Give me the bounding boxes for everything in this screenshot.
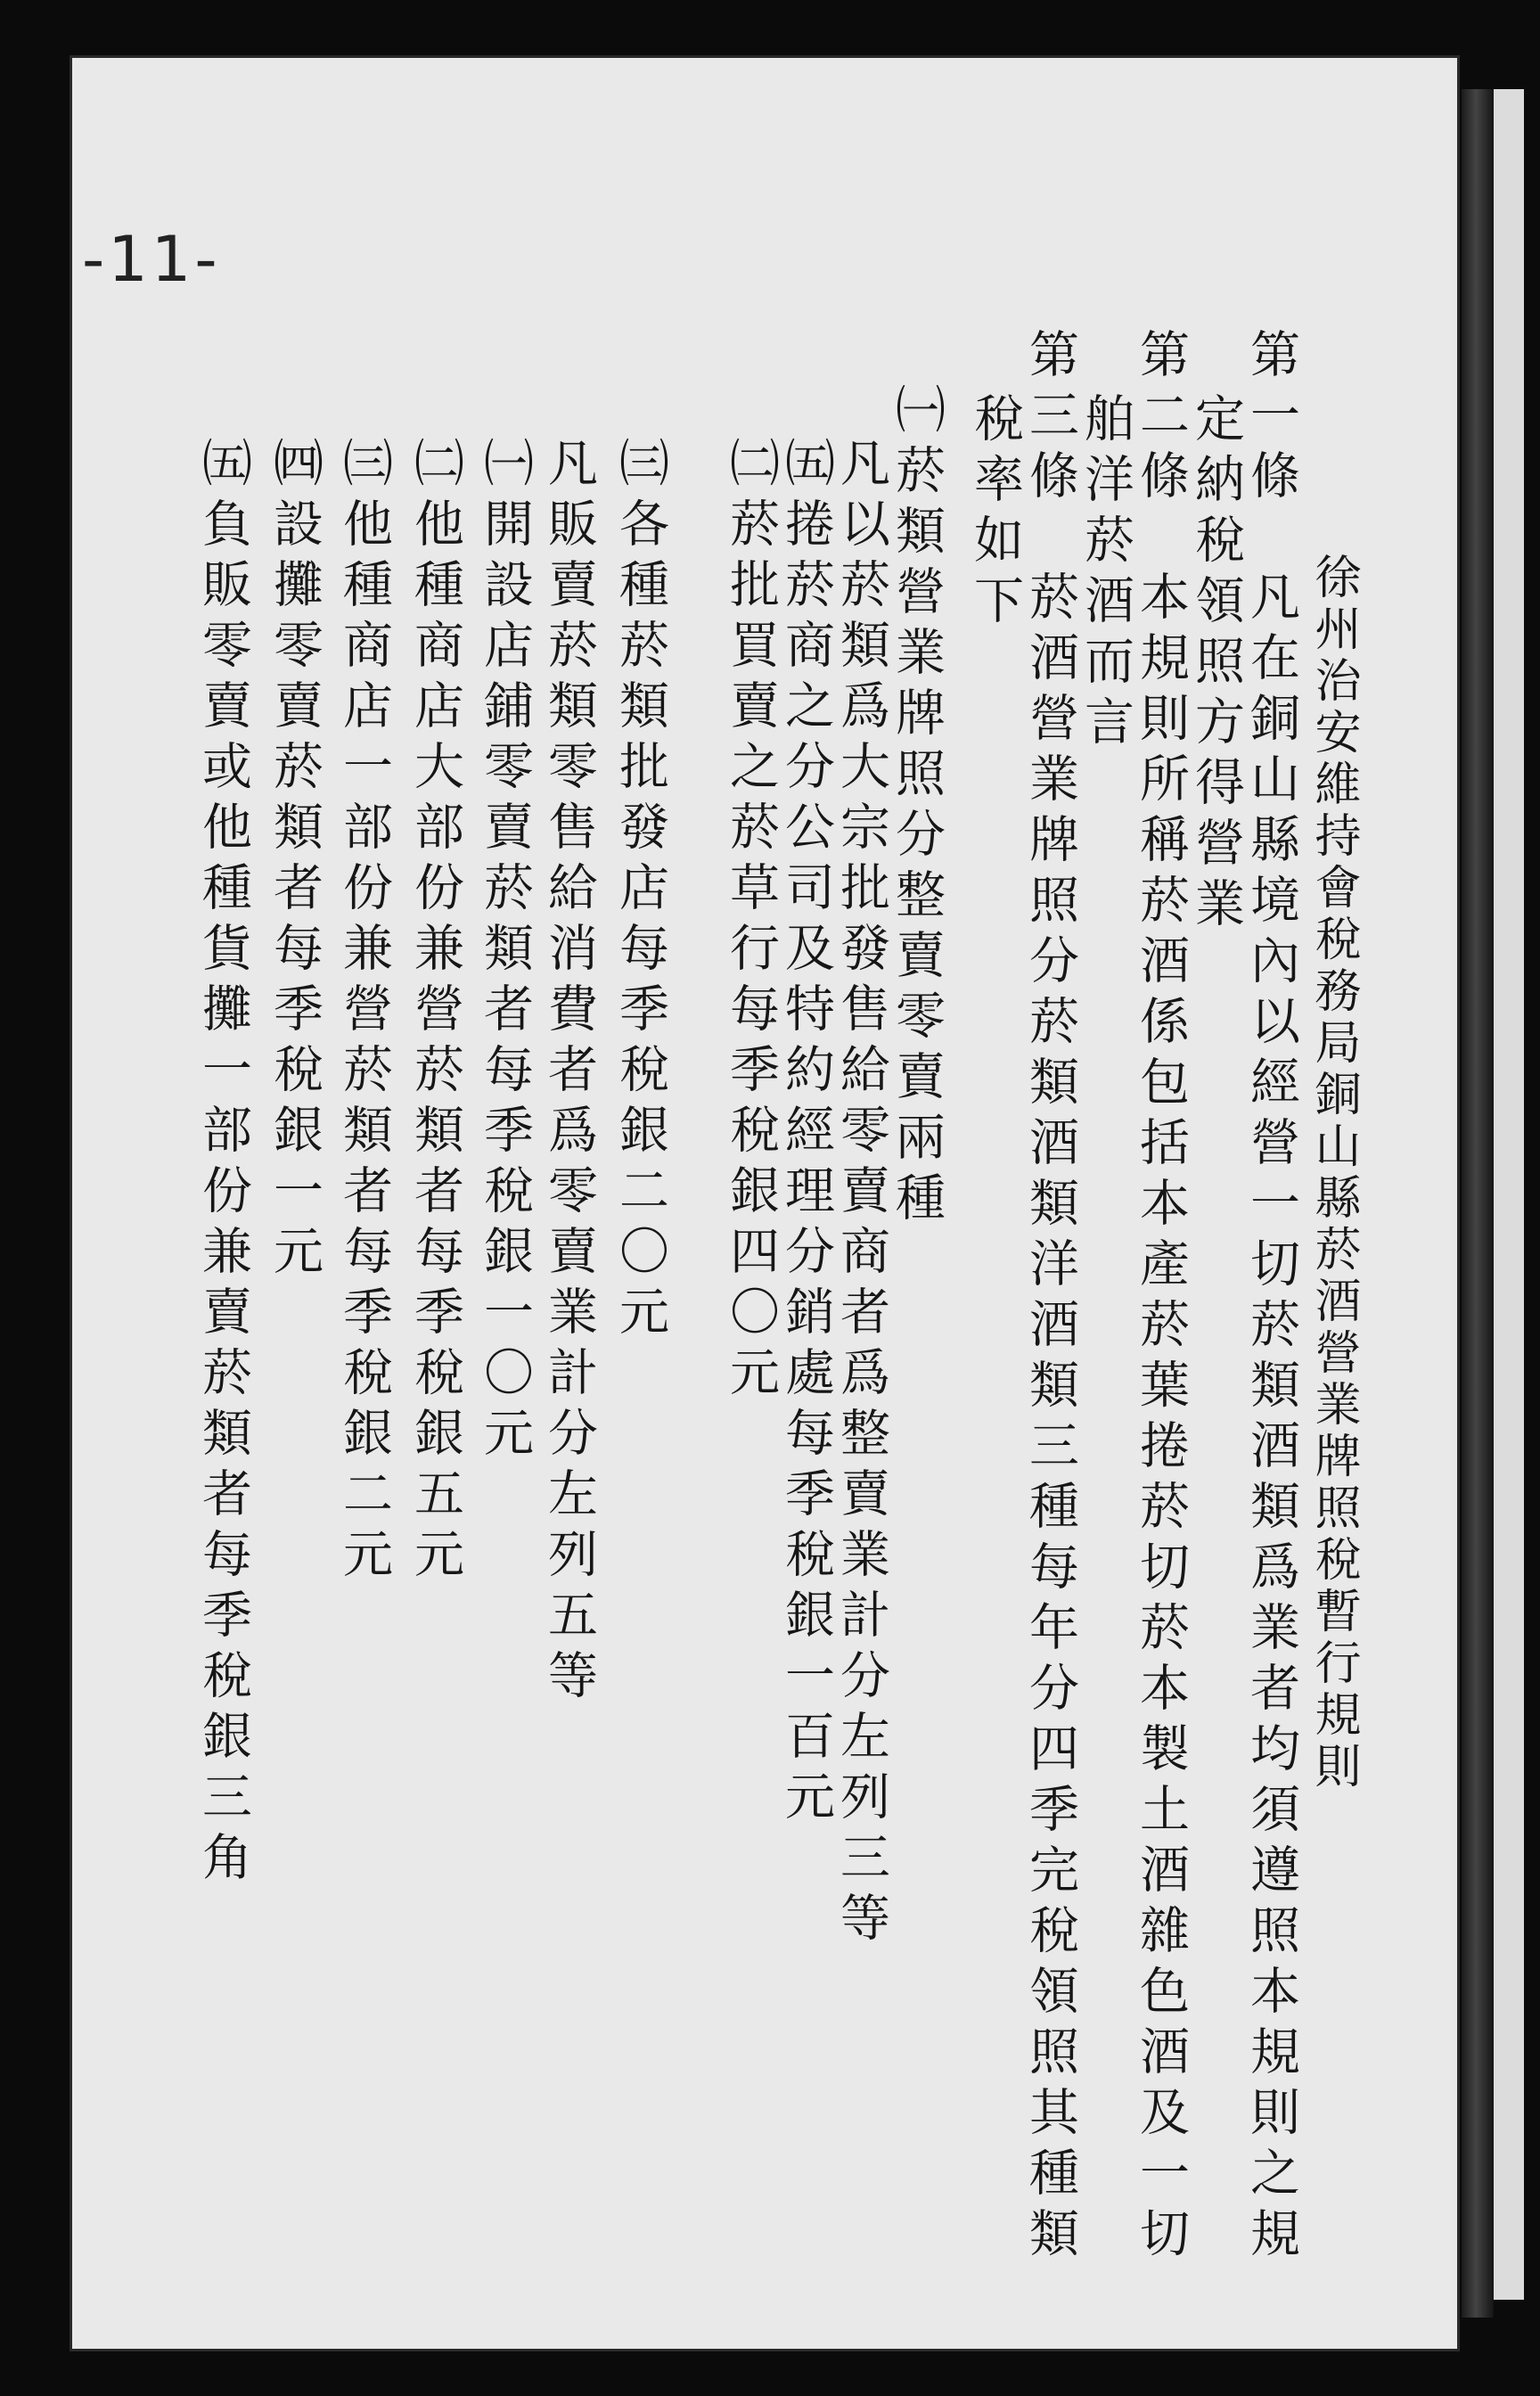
retail-intro: 凡販賣菸類零售給消費者爲零賣業計分左列五等 [540, 437, 598, 1710]
article-3-line-1: 第三條 菸酒營業牌照分菸類酒類洋酒類三種每年分四季完稅領照其種類 [1021, 328, 1079, 2268]
retail-grade-2: ㈡他種商店大部份兼營菸類者每季稅銀五元 [406, 437, 464, 1588]
wholesale-grade-1: ㈤捲菸商之分公司及特約經理分銷處每季稅銀一百元 [777, 437, 835, 1831]
retail-grade-1: ㈠開設店鋪零賣菸類者每季稅銀一〇元 [476, 437, 534, 1467]
page-number: -11- [82, 223, 221, 296]
wholesale-intro: 凡以菸類爲大宗批發售給零賣商者爲整賣業計分左列三等 [832, 437, 890, 1952]
article-1-line-2: 定納稅領照方得營業 [1187, 392, 1245, 938]
retail-grade-3: ㈢他種商店一部份兼營菸類者每季稅銀二元 [335, 437, 393, 1588]
article-2-line-2: 舶洋菸酒而言 [1077, 392, 1135, 756]
wholesale-grade-3: ㈢各種菸類批發店每季稅銀二〇元 [611, 437, 669, 1346]
article-3-line-2: 稅率如下 [966, 392, 1024, 635]
article-2-line-1: 第二條 本規則所稱菸酒係包括本產菸葉捲菸切菸本製土酒雜色酒及一切 [1132, 328, 1190, 2268]
regulation-title: 徐州治安維持會稅務局銅山縣菸酒營業牌照稅暫行規則 [1307, 553, 1360, 1793]
book-spine [1462, 89, 1494, 2318]
article-1-line-1: 第一條 凡在銅山縣境內以經營一切菸類酒類爲業者均須遵照本規則之規 [1242, 328, 1300, 2268]
wholesale-grade-2: ㈡菸批買賣之菸草行每季稅銀四〇元 [722, 437, 780, 1407]
retail-grade-4: ㈣設攤零賣菸類者每季稅銀一元 [266, 437, 324, 1285]
retail-grade-5: ㈤負販零賣或他種貨攤一部份兼賣菸類者每季稅銀三角 [194, 437, 252, 1891]
page-edge [1494, 89, 1524, 2300]
item-1-heading: ㈠菸類營業牌照分整賣零賣兩種 [888, 383, 946, 1232]
